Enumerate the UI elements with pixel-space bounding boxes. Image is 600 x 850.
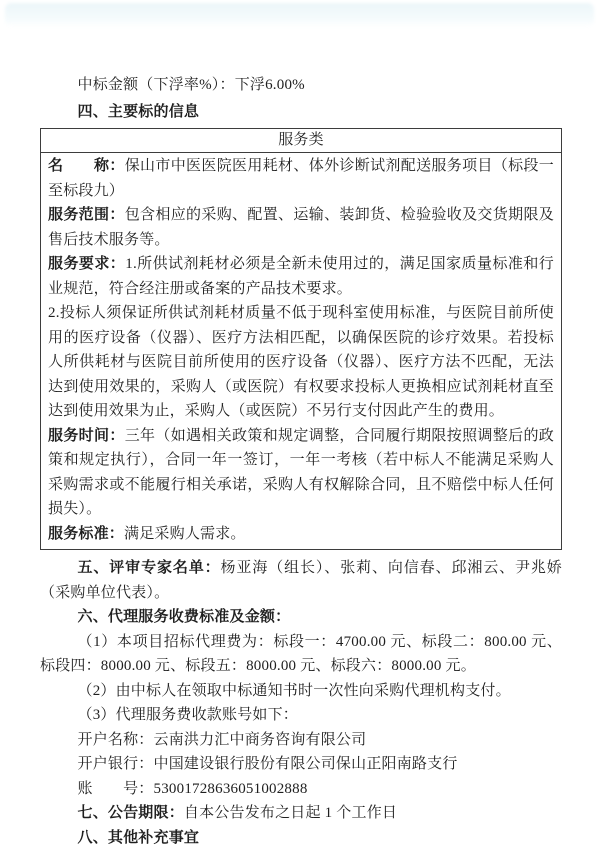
requirement-label: 服务要求： [48, 256, 126, 272]
table-paragraph-name [48, 154, 554, 203]
table-paragraph-scope [48, 203, 554, 252]
time-label: 服务时间： [48, 427, 125, 444]
section5-heading-label: 五、评审专家名单： [77, 560, 221, 576]
table-body-row [41, 153, 562, 550]
scope-label: 服务范围： [48, 207, 125, 223]
account-number-value: 53001728636051002888 [153, 780, 308, 797]
section7-announcement-period [40, 801, 562, 826]
table-paragraph-standard [48, 522, 554, 547]
section4-heading: 四、主要标的信息 [77, 103, 200, 120]
requirement-text: 1.所供试剂耗材必须是全新未使用过的，满足国家质量标准和行业规范，符合经注册或备案的产品技术要求。 [48, 256, 554, 297]
table-paragraph-requirement [48, 252, 554, 301]
account-holder-line [40, 728, 562, 753]
standard-label: 服务标准： [48, 525, 125, 542]
section7-text: 自本公告发布之日起 1 个工作日 [183, 805, 398, 821]
service-category-header: 服务类 [41, 129, 562, 153]
account-holder-value: 云南洪力汇中商务咨询有限公司 [153, 731, 367, 748]
name-label: 名 称： [48, 158, 125, 174]
scan-artifact-band [5, 3, 594, 27]
section5-experts [40, 556, 562, 605]
section8-heading: 八、其他补充事宜 [77, 829, 200, 846]
account-number-line [40, 777, 562, 802]
document-content [40, 73, 562, 850]
bank-value: 中国建设银行股份有限公司保山正阳南路支行 [153, 756, 458, 772]
requirement-2-text: 2.投标人须保证所供试剂耗材质量不低于现科室使用标准，与医院目前所使用的医疗设备（仪器）、医疗方法相匹配，以确保医院的诊疗效果。若投标人所供耗材与医院目前所使用的医疗设备（仪器）、医疗方法不匹配，无法达到使用效果的，采购人（或医院）有权要求投标人更换相应试剂耗材直至达到使用效果为止，采购人（或医院）不另行支付因此产生的费用。 [48, 305, 554, 419]
agency-fee-item-3: （3）代理服务费收款账号如下： [77, 707, 299, 723]
table-paragraph-time [48, 424, 554, 522]
target-info-table [40, 128, 562, 550]
award-amount-line: 中标金额（下浮率%）：下浮6.00% [77, 77, 305, 93]
time-text: 三年（如遇相关政策和规定调整，合同履行期限按照调整后的政策和规定执行），合同一年一签订，一年一考核（若中标人不能满足采购人采购需求或不能履行相关承诺，采购人有权解除合同，且不赔偿中标人任何损失）。 [48, 427, 554, 517]
standard-text: 满足采购人需求。 [124, 525, 246, 542]
section5-experts-text: 杨亚海（组长）、张莉、向信春、邱湘云、尹兆娇（采购单位代表）。 [40, 560, 562, 601]
table-header-row [41, 129, 562, 153]
scope-text: 包含相应的采购、配置、运输、装卸货、检验验收及交货期限及售后技术服务等。 [48, 207, 554, 248]
bank-label: 开户银行： [77, 756, 154, 772]
table-body-cell [41, 153, 562, 550]
agency-fee-item-1: （1）本项目招标代理费为：标段一：4700.00 元、标段二：800.00 元、标段四：8000.00 元、标段五：8000.00 元、标段六：8000.00 元。 [40, 633, 562, 674]
bank-line [40, 752, 562, 777]
section7-heading-label: 七、公告期限： [77, 805, 184, 821]
name-text: 保山市中医医院医用耗材、体外诊断试剂配送服务项目（标段一至标段九） [48, 158, 554, 199]
agency-fee-item-2: （2）由中标人在领取中标通知书时一次性向采购代理机构支付。 [77, 682, 511, 699]
table-paragraph-requirement-2 [48, 301, 554, 424]
section6-heading: 六、代理服务收费标准及金额： [77, 609, 291, 625]
account-holder-label: 开户名称： [77, 731, 154, 748]
account-number-label: 账 号： [77, 780, 154, 797]
